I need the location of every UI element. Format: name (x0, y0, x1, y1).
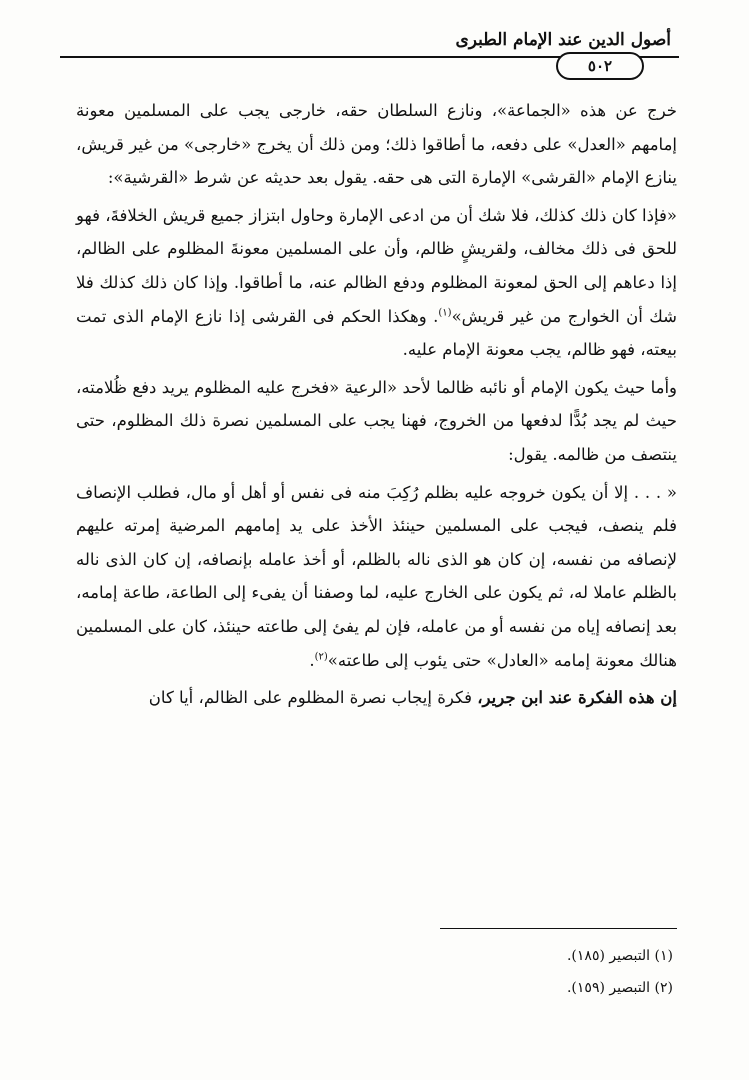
footnotes (273, 940, 673, 1004)
paragraph-4-tail: . (309, 650, 315, 670)
paragraph-5-rest: فكرة إيجاب نصرة المظلوم على الظالم، أيا كان (148, 688, 478, 708)
paragraph-4 (76, 476, 677, 678)
footnote-ref-2[interactable]: (٢) (314, 651, 328, 662)
paragraph-3: وأما حيث يكون الإمام أو نائبه ظالما لأحد «الرعية «فخرج عليه المظلوم يريد دفع ظُلامته، حيث لم يجد بُدًّا لدفعها من الخروج، فهنا يجب على المسلمين نصرة ذلك المظلوم، حتى ينتصف من ظالمه. يقول: (76, 377, 677, 464)
footnote-ref-1[interactable]: (١) (438, 307, 452, 319)
quote-1: «فإذا كان ذلك كذلك، فلا شك أن من ادعى الإمارة وحاول ابتزاز جميع قريش الخلافةَ، فهو للحق فى ذلك مخالف، ولقريشٍ ظالم، وأن على المسلمين معونةَ المظلوم على الظالم، إذا دعاهم إلى الحق لمعونة المظلوم ودفع الظالم عنه، ما أطاقوا. وإذا كان ذلك كذلك فلا شك أن الخوارج من غير قريش» (76, 205, 677, 326)
paragraph-2 (76, 199, 677, 367)
page-number: ٥٠٢ (587, 57, 613, 75)
running-header: أصول الدين عند الإمام الطبرى (455, 30, 671, 50)
page-number-frame (556, 52, 644, 80)
paragraph-2-tail: . وهكذا الحكم فى القرشى إذا نازع الإمام الذى تمت بيعته، فهو ظالم، يجب معونة الإمام عليه. (76, 306, 677, 360)
footnote-1: (١) التبصير (١٨٥). (566, 948, 673, 964)
footnote-2: (٢) التبصير (١٥٩). (566, 980, 673, 996)
body-text (76, 94, 677, 719)
paragraph-5 (76, 681, 677, 715)
paragraph-1: خرج عن هذه «الجماعة»، ونازع السلطان حقه، خارجى يجب على المسلمين معونة إمامهم «العدل» على دفعه، ما أطاقوا ذلك؛ ومن ذلك أن يخرج «خارجى» من غير قريش، ينازع الإمام «القرشى» الإمارة التى هى حقه. يقول بعد حديثه عن شرط «القرشية»: (76, 101, 677, 188)
footnote-rule (440, 928, 677, 929)
paragraph-5-lead: إن هذه الفكرة عند ابن جرير، (477, 688, 677, 708)
quote-2: « . . . إلا أن يكون خروجه عليه بظلم رُكِبَ منه فى نفس أو أهل أو مال، فطلب الإنصاف فلم ينصف، فيجب على المسلمين حينئذ الأخذ على يد إمامهم المرضية إمرته عليهم لإنصافه من نفسه، إن كان هو الذى ناله بالظلم، أو أخذ عامله بإنصافه، إن كان الذى ناله بالظلم عاملا له، ثم يكون على الخارج عليه، لما وصفنا أن يفىء إلى الطاعة، طاعة إمامه، بعد إنصافه إياه من نفسه أو من عامله، فإن لم يفئ إلى طاعته حينئذ، كان على المسلمين هنالك معونة إمامه «العادل» حتى يئوب إلى طاعته» (76, 482, 677, 670)
